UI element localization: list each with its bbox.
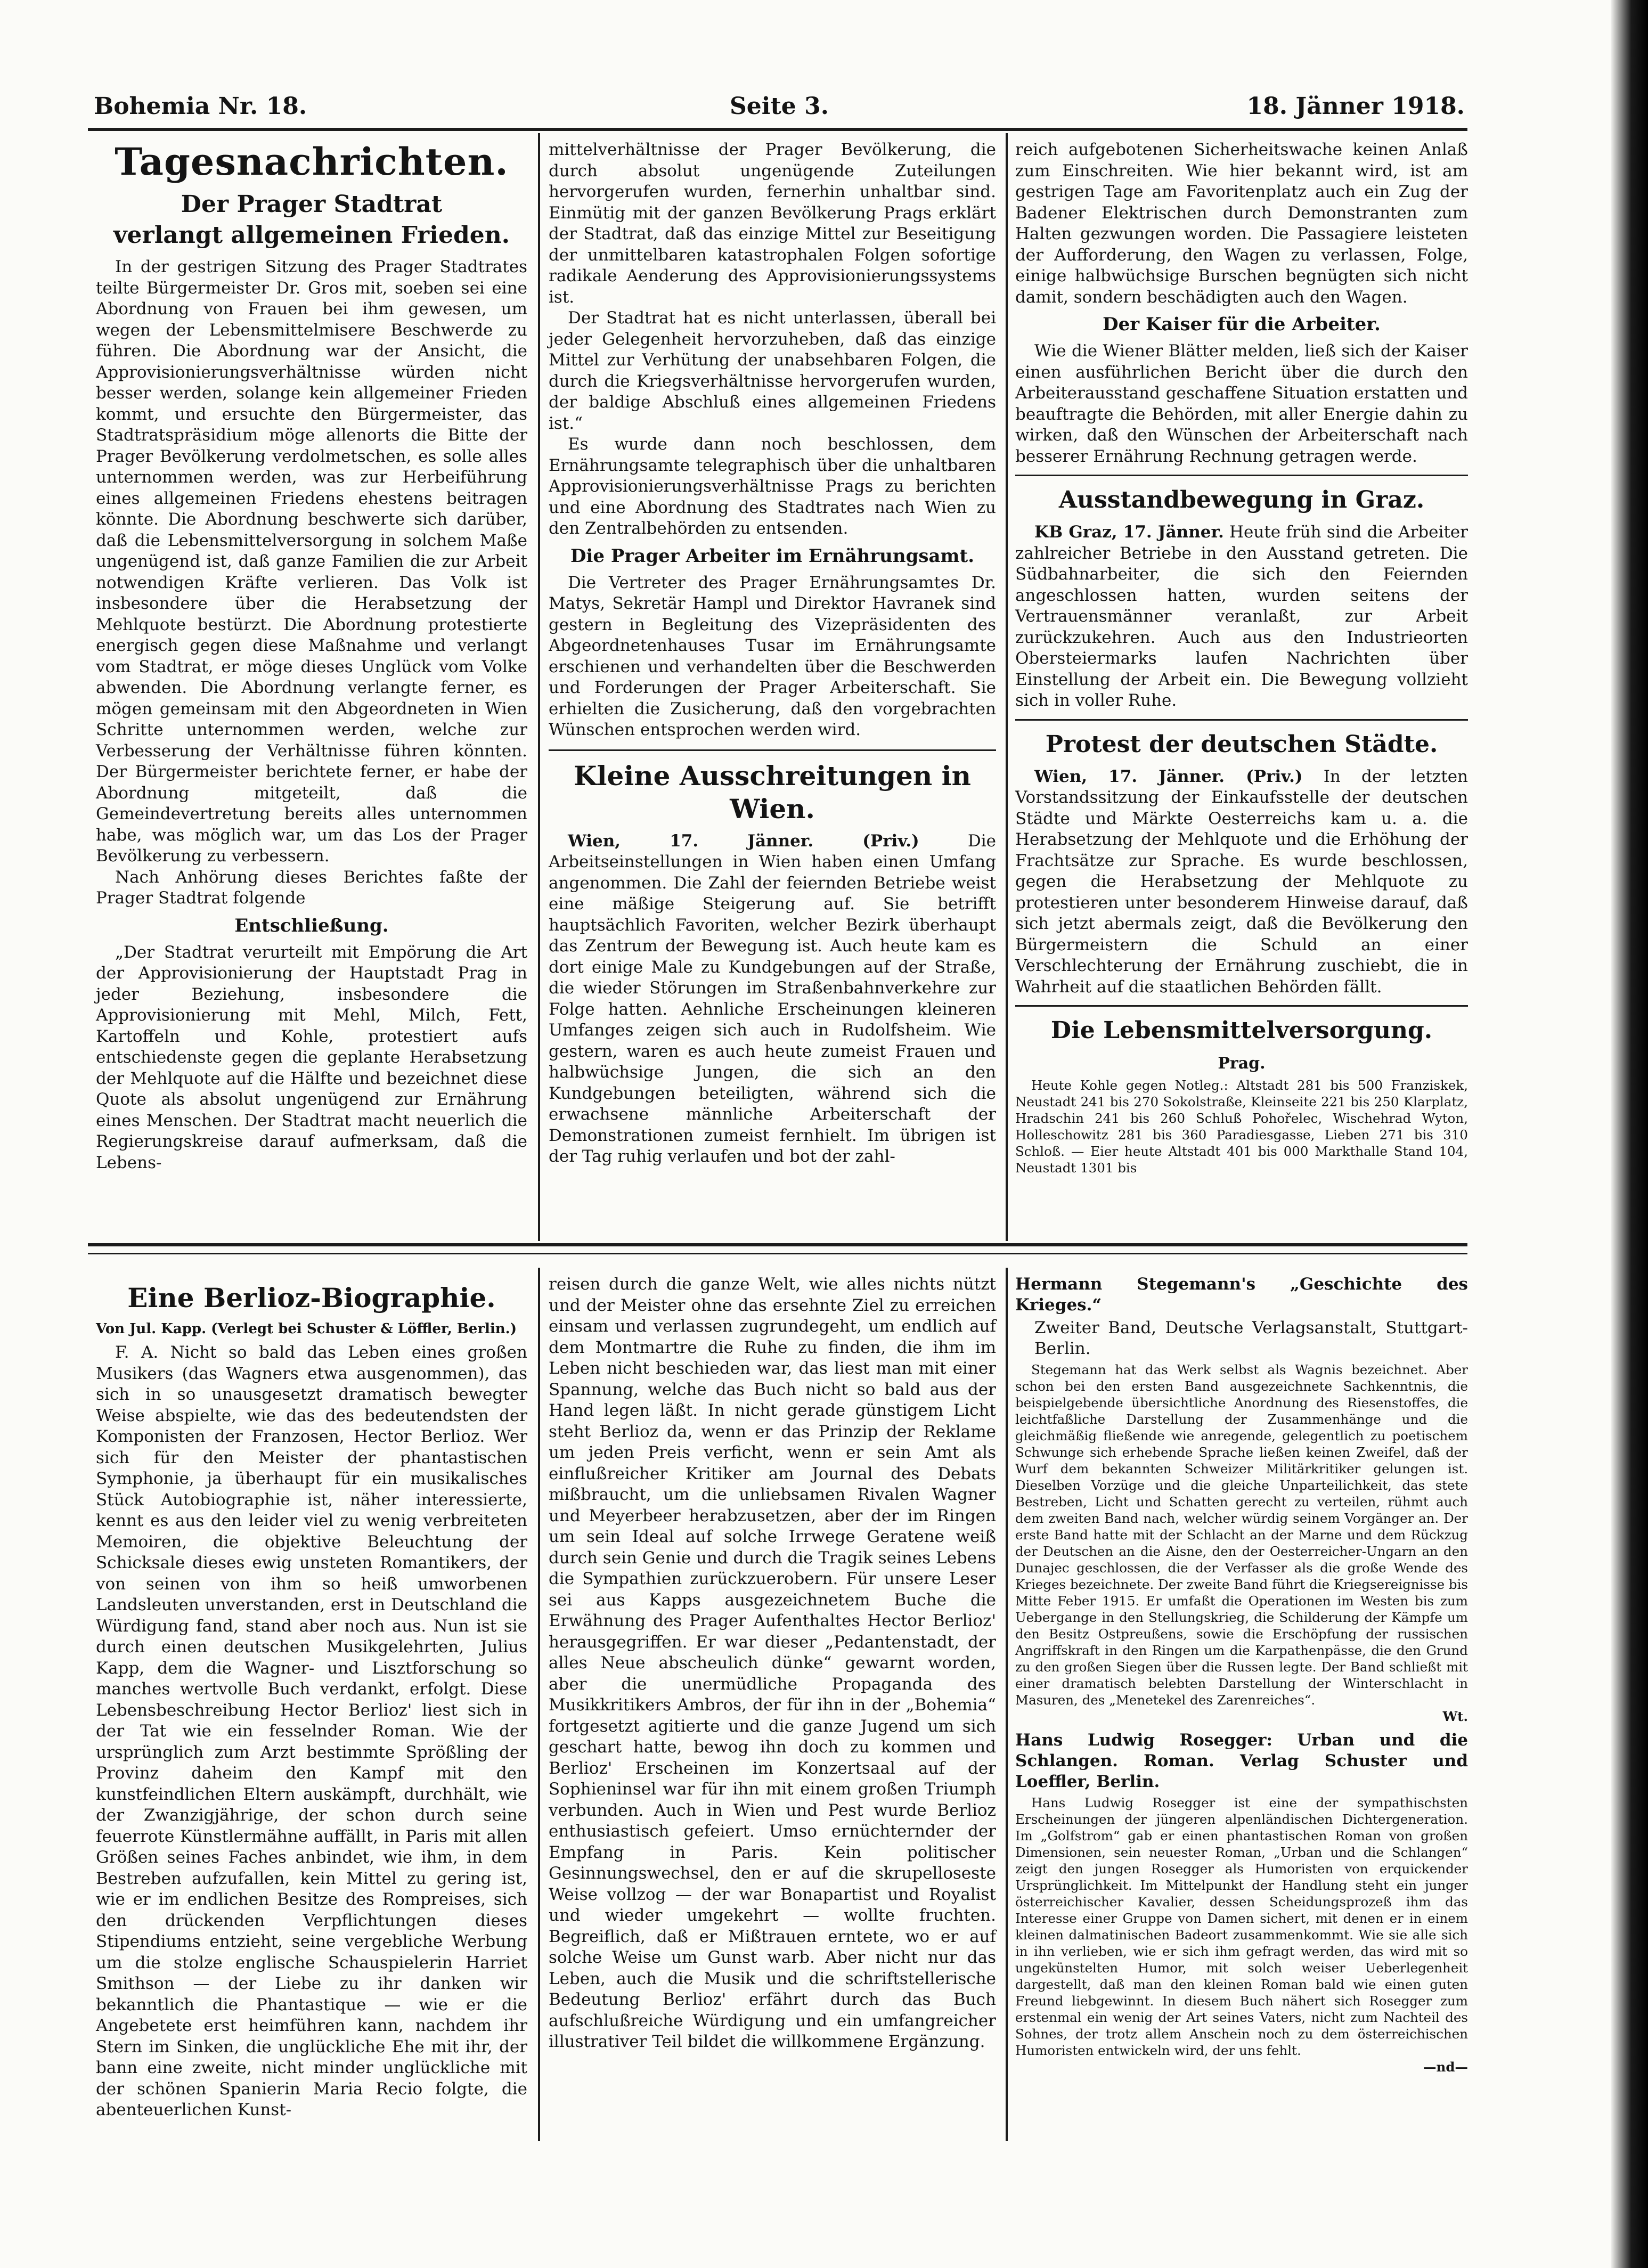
page-header [91, 85, 1465, 128]
article-paragraph: Nach Anhörung dieses Berichtes faßte der Prager Stadtrat folgende [96, 867, 527, 908]
article-paragraph: reisen durch die ganze Welt, wie alles nichts nützt und der Meister ohne das ersehnte Ziel zu erreichen einsam und verlassen zugrundegeht, um endlich auf dem Montmartre die Ruhe zu finden, die ihm im Leben nicht beschieden war, das liest man mit einer Spannung, welche das Buch nicht so bald aus der Hand legen läßt. In nicht gerade günstigem Licht steht Berlioz da, wenn er das Prinzip der Reklame um jeden Preis verficht, wenn er sein Amt als einflußreicher Kritiker am Journal des Debats mißbraucht, um die unliebsamen Rivalen Wagner und Meyerbeer herabzusetzen, aber der im Ringen um sein Ideal auf solche Irrwege Geratene weiß durch sein Genie und durch die Tragik seines Lebens die Sympathien zurückzuerobern. Für unsere Leser sei aus Kapps ausgezeichnetem Buche die Erwähnung des Prager Aufenthaltes Hector Berlioz' herausgegriffen. Er war dieser „Pedantenstadt, der alles Neue abscheulich dünke“ gewarnt worden, aber die unermüdliche Propaganda des Musikkritikers Ambros, der für ihn in der „Bohemia“ fortgesetzt agitierte und die ganze Jugend um sich geschart hatte, bewog ihn doch zu kommen und Berlioz' Erscheinen im Konzertsaal auf der Sophieninsel war für ihn mit einem großen Triumph verbunden. Auch in Wien und Pest wurde Berlioz enthusiastisch gefeiert. Umso ernüchternder der Empfang in Paris. Kein politischer Gesinnungswechsel, den er auf die skrupelloseste Weise vollzog — der war Bonapartist und Royalist und wieder umgekehrt — wollte fruchten. Begreiflich, daß er Mißtrauen erntete, wo er auf solche Weise um Gunst warb. Aber nicht nur das Leben, auch die Musik und die schriftstellerische Bedeutung Berlioz' erfährt durch das Buch aufschlußreiche Würdigung und ein umfangreicher illustrativer Teil bildet die willkommene Ergänzung. [549, 1275, 996, 2051]
article-subhead: Prag. [1218, 1054, 1266, 1073]
dateline: Wien, 17. Jänner. (Priv.) [568, 831, 919, 851]
column-rule-2-bottom [1006, 1268, 1008, 2141]
header-page-number: Seite 3. [730, 93, 829, 120]
article-paragraph: Heute Kohle gegen Notleg.: Altstadt 281 bis 500 Franziskek, Neustadt 241 bis 270 Sokolstraße, Kleinseite 221 bis 250 Klarplatz, Hradschin 241 bis 260 Schluß Pohořelec, Wischehrad Wyton, Holleschowitz 281 bis 360 Paradiesgasse, Lieben 271 bis 310 Schloß. — Eier heute Altstadt 401 bis 000 Markthalle Stand 104, Neustadt 1301 bis [1015, 1078, 1468, 1176]
mid-rule-lower [88, 1253, 1467, 1254]
article-text: In der letzten Vorstandssitzung der Einkaufsstelle der deutschen Städte und Märkte Oesterreichs kam u. a. die Herabsetzung der Mehlquote und die Erhöhung der Frachtsätze zur Sprache. Es wurde beschlossen, gegen die Herabsetzung der Mehlquote zu protestieren unter besonderem Hinweise darauf, daß sich jetzt abermals zeigt, daß die Bevölkerung den Bürgermeistern die Schuld an einer Verschlechterung der Ernährung zuschiebt, die in Wahrheit auf die staatlichen Behörden fällt. [1015, 766, 1468, 997]
section-title: Tagesnachrichten. [115, 140, 509, 184]
book-review-text: Stegemann hat das Werk selbst als Wagnis bezeichnet. Aber schon bei den ersten Band ausgezeichnete Sachkenntnis, die beispielgebende übersichtliche Anordnung des Riesenstoffes, die leichtfaßliche Darstellung der Zusammenhänge und die gleichmäßig fließende wie anregende, gelegentlich zu poetischem Schwunge sich erhebende Sprache ließen keinen Zweifel, daß der Wurf dem bekannten Schweizer Militärkritiker gelungen ist. Dieselben Vorzüge und die gleiche Unparteilichkeit, das stete Bestreben, Licht und Schatten gerecht zu verteilen, rühmt auch dem zweiten Band nach, welcher würdig seinem Vorgänger an. Der erste Band hatte mit der Schlacht an der Marne und dem Rückzug der Deutschen an die Aisne, den der Oesterreicher-Ungarn an den Dunajec geschlossen, die der Verfasser als die große Wende des Krieges bezeichnete. Der zweite Band führt die Kriegsereignisse bis Mitte Feber 1915. Er umfaßt die Operationen im Westen bis zum Uebergange in den Stellungskrieg, die Schilderung der Kämpfe um den Besitz Ostpreußens, sowie die Erschöpfung der russischen Angriffskraft in den Ringen um die Karpathenpässe, die den Grund zu den großen Siegen über die Russen legte. Der Band schließt mit einer dramatisch belebten Darstellung der Winterschlacht in Masuren, des „Menetekel des Zarenreiches“. [1015, 1362, 1468, 1708]
article-text: Die Arbeitseinstellungen in Wien haben einen Umfang angenommen. Die Zahl der feiernden Betriebe weist eine mäßige Steigerung auf. Sie betrifft hauptsächlich Favoriten, welcher Bezirk überhaupt das Zentrum der Bewegung ist. Auch heute kam es dort einige Male zu Kundgebungen auf der Straße, die wieder Störungen im Straßenbahnverkehre zur Folge hatten. Aehnliche Erscheinungen kleineren Umfanges zeigen sich auch in Rudolfsheim. Wie gestern, waren es auch heute zumeist Frauen und halbwüchsige Jungen, die sich an den Kundgebungen beteiligten, während sich die erwachsene männliche Arbeiterschaft der Demonstrationen zumeist fernhielt. Im übrigen ist der Tag ruhig verlaufen und bot der zahl- [549, 831, 996, 1166]
article-title: Eine Berlioz-Biographie. [127, 1282, 496, 1314]
article-title: Kleine Ausschreitungen in Wien. [574, 760, 971, 825]
article-paragraph: mittelverhältnisse der Prager Bevölkerung, die durch absolut ungenügende Zuteilungen hervorgerufen wurden, fernerhin unhaltbar sind. Einmütig mit der ganzen Bevölkerung Prags erklärt der Stadtrat, daß das einzige Mittel zur Beseitigung der unmittelbaren katastrophalen Folgen sofortige radikale Aenderung des Approvisionierungssystems ist. [549, 140, 996, 307]
book-review-signature: Wt. [1442, 1709, 1468, 1724]
column-rule-1-bottom [538, 1268, 540, 2141]
column-3-top [1015, 140, 1468, 1176]
book-review-title: Hermann Stegemann's „Geschichte des Krieges.“ [1015, 1275, 1468, 1315]
article-paragraph: F. A. Nicht so bald das Leben eines großen Musikers (das Wagners etwa ausgenommen), das sich in so unausgesetzt dramatisch bewegter Weise abspielte, wie das des bedeutendsten der Komponisten der Franzosen, Hector Berlioz. Wer sich für den Meister der phantastischen Symphonie, ja überhaupt für ein musikalisches Stück Autobiographie ist, näher interessierte, kennt es aus den leider viel zu wenig verbreiteten Memoiren, die objektive Beleuchtung der Schicksale dieses ewig unsteten Romantikers, der von seinen von ihm so heiß umworbenen Landsleuten unverstanden, erst in Deutschland die Würdigung fand, stand aber noch aus. Nun ist sie durch einen deutschen Musikgelehrten, Julius Kapp, dem die Wagner- und Lisztforschung so manches wertvolle Buch verdankt, erfolgt. Diese Lebensbeschreibung Hector Berlioz' liest sich in der Tat wie ein fesselnder Roman. Wie der ursprünglich zum Arzt bestimmte Sprößling der Provinz daheim den Kampf mit den kunstfeindlichen Eltern auskämpft, durchhält, wie der Zwanzigjährige, der schon durch seine feuerrote Künstlermähne auffällt, in Paris mit allen Größen seines Faches anbindet, wie ihm, in dem Bestreben aufzufallen, kein Mittel zu gering ist, wie er im endlichen Besitze des Rompreises, sich den drückenden Verpflichtungen dieses Stipendiums entzieht, seine vergebliche Werbung um die stolze englische Schauspielerin Harriet Smithson — der Liebe zu ihr danken wir bekanntlich die Phantastique — wie er die Angebetete erst heimführen kann, nachdem ihr Stern im Sinken, die unglückliche Ehe mit ihr, der bann eine zweite, nicht minder unglückliche mit der schönen Spanierin Maria Recio folgte, die abenteuerlichen Kunst- [96, 1343, 527, 2119]
article-separator [1015, 1005, 1468, 1007]
header-publication: Bohemia Nr. 18. [94, 93, 307, 120]
article-separator [549, 749, 996, 751]
header-rule [88, 128, 1467, 131]
book-review-publisher: Zweiter Band, Deutsche Verlagsanstalt, Stuttgart-Berlin. [1034, 1318, 1468, 1358]
article-paragraph: reich aufgebotenen Sicherheitswache keinen Anlaß zum Einschreiten. Wie hier bekannt wird, ist am gestrigen Tage am Favoritenplatz auch ein Zug der Badener Elektrischen durch Demonstranten zum Halten gezwungen worden. Die Passagiere leisteten der Aufforderung, den Wagen zu verlassen, Folge, einige halbwüchsige Burschen begnügten sich nicht damit, sondern beschädigten auch den Wagen. [1015, 140, 1468, 307]
article-title-line1: Der Prager Stadtrat [181, 191, 443, 218]
book-review-signature: —nd— [1423, 2059, 1468, 2075]
article-title: Ausstandbewegung in Graz. [1058, 486, 1425, 513]
dateline: KB Graz, 17. Jänner. [1034, 523, 1224, 542]
article-paragraph: Die Vertreter des Prager Ernährungsamtes Dr. Matys, Sekretär Hampl und Direktor Havranek sind gestern in Begleitung des Vizepräsidenten des Abgeordnetenhauses Tusar im Ernährungsamte erschienen und verhandelten über die Beschwerden und Forderungen der Prager Arbeiterschaft. Sie erhielten die Zusicherung, daß den vorgebrachten Wünschen entsprochen werden wird. [549, 573, 996, 739]
article-title: Die Lebensmittelversorgung. [1050, 1017, 1433, 1044]
article-paragraph: In der gestrigen Sitzung des Prager Stadtrates teilte Bürgermeister Dr. Gros mit, soeben sei eine Abordnung von Frauen bei ihm gewesen, um wegen der Lebensmittelmisere Beschwerde zu führen. Die Abordnung war der Ansicht, die Approvisionierungsverhältnisse würden nicht besser werden, solange kein allgemeiner Frieden kommt, und ersuchte den Bürgermeister, das Stadtratspräsidium möge allenorts die Bitte der Prager Bevölkerung verdolmetschen, es solle alles unternommen werden, was zur Herbeiführung eines allgemeinen Friedens ehestens beitragen könnte. Die Abordnung beschwerte sich darüber, daß die Lebensmittelversorgung in solchem Maße ungenügend ist, daß ganze Familien die zur Arbeit notwendigen Kräfte verlieren. Das Volk ist insbesondere über die Herabsetzung der Mehlquote bestürzt. Die Abordnung protestierte energisch gegen diese Maßnahme und verlangt vom Stadtrat, er möge dieses Unglück vom Volke abwenden. Die Abordnung verlangte ferner, es mögen gemeinsam mit den Abgeordneten in Wien Schritte unternommen werden, welche zur Verbesserung der Verhältnisse führen könnten. Der Bürgermeister berichtete ferner, er habe der Abordnung mitgeteilt, daß die Gemeindevertretung bereits alles unternommen habe, was möglich war, um das Los der Prager Bevölkerung zu verbessern. [96, 257, 527, 866]
article-title: Protest der deutschen Städte. [1045, 730, 1438, 758]
header-date: 18. Jänner 1918. [1246, 93, 1465, 120]
article-separator [1015, 475, 1468, 476]
article-byline: Von Jul. Kapp. (Verlegt bei Schuster & Löffler, Berlin.) [96, 1321, 517, 1337]
page-edge-shadow [1611, 0, 1648, 2268]
column-3-bottom [1015, 1274, 1468, 2075]
article-title-line2: verlangt allgemeinen Frieden. [113, 222, 510, 249]
dateline: Wien, 17. Jänner. (Priv.) [1034, 766, 1303, 786]
column-2-bottom [549, 1274, 996, 2053]
mid-rule-upper [88, 1243, 1467, 1246]
article-text: Heute früh sind die Arbeiter zahlreicher Betriebe in den Ausstand getreten. Die Südbahnarbeiter, die sich den Feiernden angeschlossen hatten, wurden seitens der Vertrauensmänner veranlaßt, zur Arbeit zurückzukehren. Auch aus den Industrieorten Obersteiermarks laufen Nachrichten über Einstellung der Arbeit ein. Die Bewegung vollzieht sich in voller Ruhe. [1015, 523, 1468, 710]
article-paragraph: Es wurde dann noch beschlossen, dem Ernährungsamte telegraphisch über die unhaltbaren Approvisionierungsverhältnisse Prags zu berichten und eine Abordnung des Stadtrates nach Wien zu den Zentralbehörden zu entsenden. [549, 435, 996, 538]
column-rule-2-top [1006, 133, 1008, 1241]
column-2-top [549, 140, 996, 1168]
book-review-title: Hans Ludwig Rosegger: Urban und die Schlangen. Roman. Verlag Schuster und Loeffler, Berlin. [1015, 1731, 1468, 1791]
column-rule-1-top [538, 133, 540, 1241]
article-paragraph: „Der Stadtrat verurteilt mit Empörung die Art der Approvisionierung der Hauptstadt Prag in jeder Beziehung, insbesondere die Approvisionierung mit Mehl, Milch, Fett, Kartoffeln und Kohle, protestiert aufs entschiedenste gegen die geplante Herabsetzung der Mehlquote auf die Hälfte und bezeichnet diese Quote als absolut ungenügend zur Ernährung eines Menschen. Der Stadtrat macht neuerlich die Regierungskreise darauf aufmerksam, daß die Lebens- [96, 942, 527, 1172]
column-1-top [96, 140, 527, 1173]
book-review-text: Hans Ludwig Rosegger ist eine der sympathischsten Erscheinungen der jüngeren alpenländischen Dichtergeneration. Im „Golfstrom“ gab er einen phantastischen Roman von großen Dimensionen, sein neuester Roman, „Urban und die Schlangen“ zeigt den jungen Rosegger als Humoristen von erquickender Ursprünglichkeit. Im Mittelpunkt der Handlung steht ein junger österreichischer Kavalier, dessen Scheidungsprozeß ihm das Interesse einer Gruppe von Damen sichert, mit denen er in einem kleinen dalmatinischen Badeort zusammenkommt. Wie sie alle sich in ihn verlieben, wie er sich ihm gefragt werden, das wird mit so ungekünstelten Humor, mit solch weiser Ueberlegenheit dargestellt, daß man den kleinen Roman bald wie einen guten Freund liebgewinnt. In diesem Buch nähert sich Rosegger zum erstenmal ein wenig der Art seines Vaters, nicht zum Nachteil des Sohnes, der trotz allem Anschein noch zu dem österreichischen Humoristen entwickeln wird, der uns fehlt. [1015, 1795, 1468, 2058]
article-paragraph: Wie die Wiener Blätter melden, ließ sich der Kaiser einen ausführlichen Bericht über die durch den Arbeiterausstand geschaffene Situation erstatten und beauftragte die Behörden, mit aller Energie dahin zu wirken, daß den Wünschen der Arbeiterschaft nach besserer Ernährung Rechnung getragen werde. [1015, 341, 1468, 466]
article-subhead: Entschließung. [234, 915, 389, 936]
article-separator [1015, 719, 1468, 721]
article-subhead: Die Prager Arbeiter im Ernährungsamt. [570, 545, 975, 567]
column-1-bottom [96, 1274, 527, 2121]
article-paragraph: Der Stadtrat hat es nicht unterlassen, überall bei jeder Gelegenheit hervorzuheben, daß das einzige Mittel zur Verhütung der unabsehbaren Folgen, die durch die Kriegsverhältnisse hervorgerufen wurden, der baldige Abschluß eines allgemeinen Friedens ist.“ [549, 308, 996, 433]
article-subhead: Der Kaiser für die Arbeiter. [1103, 314, 1381, 335]
